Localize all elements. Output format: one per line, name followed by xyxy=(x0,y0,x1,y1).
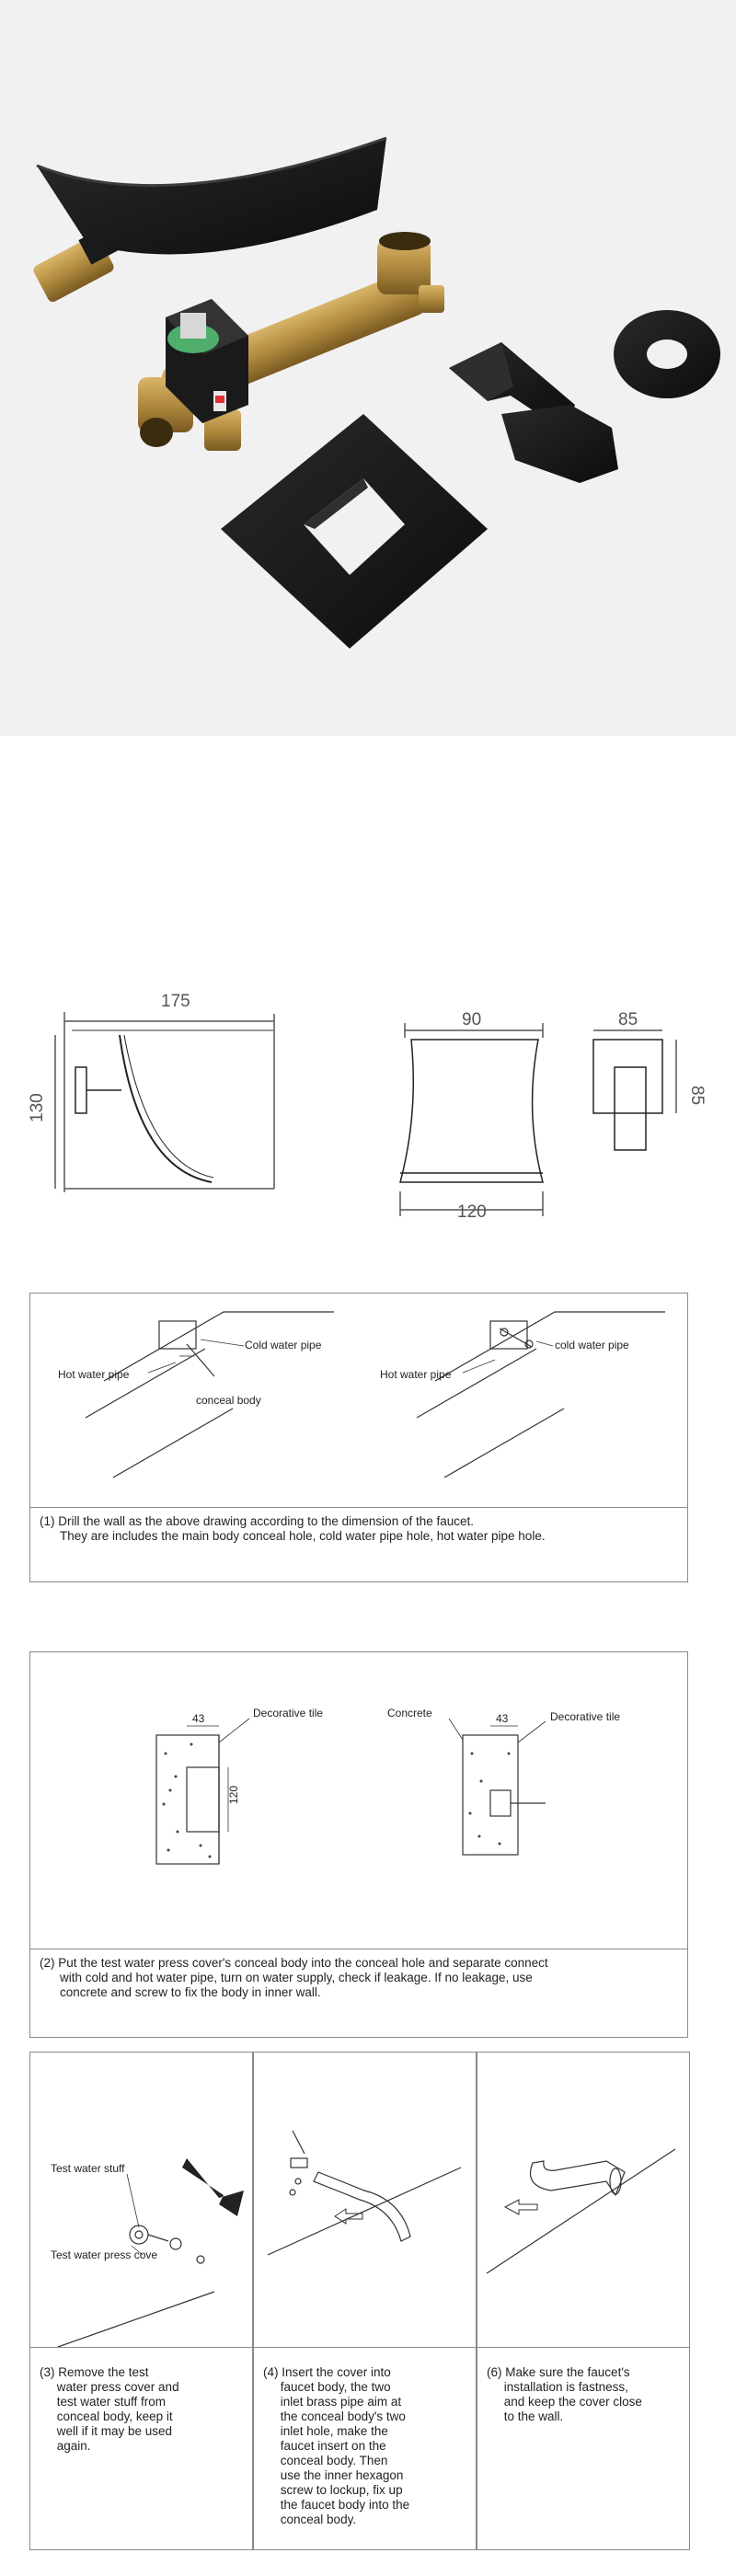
label-cold-water-pipe-right: cold water pipe xyxy=(555,1339,629,1351)
dim-front-width-top: 90 xyxy=(462,1010,482,1029)
step1-panel xyxy=(29,1293,688,1582)
square-plate xyxy=(221,414,488,649)
label-concrete: Concrete xyxy=(387,1707,432,1719)
label-hot-water-pipe-right: Hot water pipe xyxy=(380,1368,452,1381)
label-test-water-press-cover: Test water press cove xyxy=(51,2248,158,2261)
step6-caption: (6) Make sure the faucet's installation is fastness, and keep the cover close to the wall. xyxy=(487,2365,642,2423)
step1-caption-line2: They are includes the main body conceal hole, cold water pipe hole, hot water pipe hole. xyxy=(60,1529,546,1543)
label-cold-water-pipe-left: Cold water pipe xyxy=(245,1339,322,1351)
step3-caption: (3) Remove the test water press cover and test water stuff from conceal body, keep it well if it may be used again. xyxy=(40,2365,179,2453)
label-conceal-body: conceal body xyxy=(196,1394,261,1407)
dim-handle-width: 85 xyxy=(618,1010,638,1029)
step2-panel xyxy=(29,1651,688,2038)
step1-caption-line1: (1) Drill the wall as the above drawing according to the dimension of the faucet. xyxy=(40,1514,475,1528)
dim-front-width-bottom: 120 xyxy=(457,1202,487,1222)
step3-panel xyxy=(29,2052,253,2550)
step2-caption-line3: concrete and screw to fix the body in inner wall. xyxy=(60,1985,321,1999)
dim-spout-width: 175 xyxy=(161,992,190,1011)
dim-handle-height: 85 xyxy=(687,1086,707,1106)
label-test-water-stuff: Test water stuff xyxy=(51,2162,125,2175)
dim-43-left: 43 xyxy=(192,1712,205,1725)
dim-43-right: 43 xyxy=(496,1712,509,1725)
product-photo xyxy=(0,0,736,736)
step4-caption: (4) Insert the cover into faucet body, the two inlet brass pipe aim at the conceal body's two inlet hole, make the faucet insert on the conceal body. Then use the inner hexagon screw to lockup, fix up the faucet body into the conceal body. xyxy=(263,2365,410,2526)
label-decorative-tile-right: Decorative tile xyxy=(550,1710,621,1723)
dimension-drawings xyxy=(0,975,736,1251)
step2-caption-line2: with cold and hot water pipe, turn on water supply, check if leakage. If no leakage, use xyxy=(60,1971,533,1984)
step6-panel xyxy=(477,2052,690,2550)
step2-caption-line1: (2) Put the test water press cover's conceal body into the conceal hole and separate connect xyxy=(40,1956,548,1970)
label-hot-water-pipe-left: Hot water pipe xyxy=(58,1368,130,1381)
label-decorative-tile-left: Decorative tile xyxy=(253,1707,324,1719)
dim-spout-height: 130 xyxy=(28,1093,47,1122)
step4-panel xyxy=(253,2052,477,2550)
dim-120: 120 xyxy=(227,1785,240,1804)
handle-lever xyxy=(449,342,618,483)
round-escutcheon xyxy=(614,310,720,398)
